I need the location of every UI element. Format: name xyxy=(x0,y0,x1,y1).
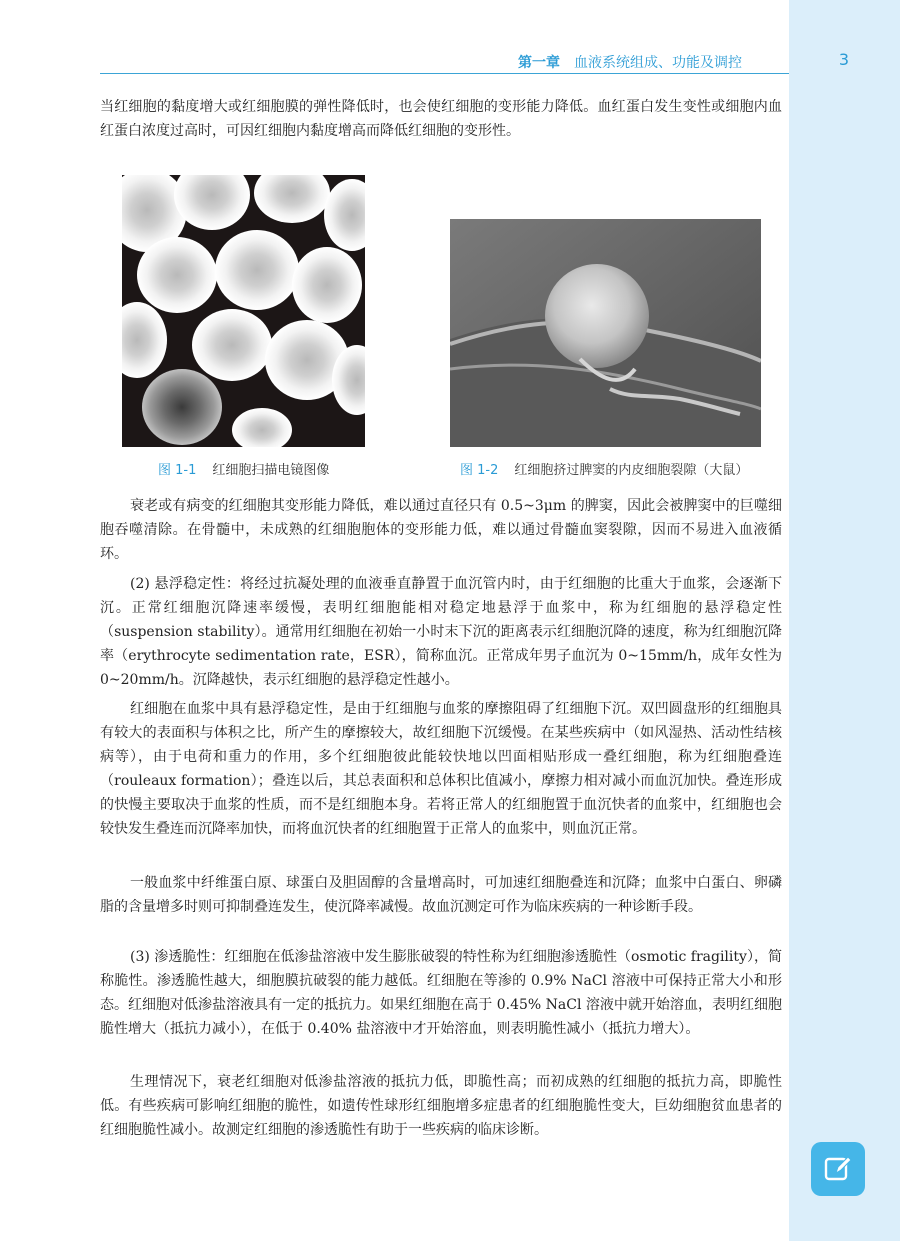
figure-1-2-title: 红细胞挤过脾窦的内皮细胞裂隙（大鼠） xyxy=(514,463,749,478)
paragraph-aged-rbc-clearance: 衰老或有病变的红细胞其变形能力降低，难以通过直径只有 0.5~3μm 的脾窦，因此会被脾窦中的巨噬细胞吞噬清除。在骨髓中，未成熟的红细胞胞体的变形能力低，难以通过骨髓血窦裂隙，因而不易进入血液循环。 xyxy=(100,498,782,562)
paragraph-deformability-viscosity: 当红细胞的黏度增大或红细胞膜的弹性降低时，也会使红细胞的变形能力降低。血红蛋白发生变性或细胞内血红蛋白浓度过高时，可因红细胞内黏度增高而降低红细胞的变形性。 xyxy=(100,99,782,139)
figure-1-1-number: 图 1-1 xyxy=(158,463,197,478)
paragraph-plasma-factors: 一般血浆中纤维蛋白原、球蛋白及胆固醇的含量增高时，可加速红细胞叠连和沉降；血浆中白蛋白、卵磷脂的含量增多时则可抑制叠连发生，使沉降率减慢。故血沉测定可作为临床疾病的一种诊断手段。 xyxy=(100,875,782,915)
paragraph-suspension-stability: (2) 悬浮稳定性：将经过抗凝处理的血液垂直静置于血沉管内时，由于红细胞的比重大于血浆，会逐渐下沉。正常红细胞沉降速率缓慢，表明红细胞能相对稳定地悬浮于血浆中，称为红细胞的悬浮稳定性（suspension stability）。通常用红细胞在初始一小时末下沉的距离表示红细胞沉降的速度，称为红细胞沉降率（erythrocyte sedimentation rate，ESR），简称血沉。正常成年男子血沉为 0~15mm/h，成年女性为 0~20mm/h。沉降越快，表示红细胞的悬浮稳定性越小。 xyxy=(100,576,782,688)
running-header xyxy=(518,52,742,72)
page-number: 3 xyxy=(838,50,850,69)
paragraph-rouleaux-formation: 红细胞在血浆中具有悬浮稳定性，是由于红细胞与血浆的摩擦阻碍了红细胞下沉。双凹圆盘形的红细胞具有较大的表面积与体积之比，所产生的摩擦较大，故红细胞下沉缓慢。在某些疾病中（如风湿热、活动性结核病等），由于电荷和重力的作用，多个红细胞彼此能较快地以凹面相贴形成一叠红细胞，称为红细胞叠连（rouleaux formation）；叠连以后，其总表面积和总体积比值减小，摩擦力相对减小而血沉加快。叠连形成的快慢主要取决于血浆的性质，而不是红细胞本身。若将正常人的红细胞置于血沉快者的血浆中，红细胞也会较快发生叠连而沉降率加快，而将血沉快者的红细胞置于正常人的血浆中，则血沉正常。 xyxy=(100,701,782,837)
spleen-slit-micrograph xyxy=(450,219,761,447)
figure-1-1-caption xyxy=(158,459,329,478)
figure-1-2-image xyxy=(450,219,761,447)
figure-1-2-number: 图 1-2 xyxy=(460,463,499,478)
rbc-sem-micrograph xyxy=(122,175,365,447)
paragraph-fragility-clinical: 生理情况下，衰老红细胞对低渗盐溶液的抵抗力低，即脆性高；而初成熟的红细胞的抵抗力高，即脆性低。有些疾病可影响红细胞的脆性，如遗传性球形红细胞增多症患者的红细胞脆性变大，巨幼细胞贫血患者的红细胞脆性减小。故测定红细胞的渗透脆性有助于一些疾病的临床诊断。 xyxy=(100,1074,782,1138)
pencil-note-icon xyxy=(822,1153,854,1185)
page-side-band xyxy=(789,0,900,1241)
figure-1-1-title: 红细胞扫描电镜图像 xyxy=(212,463,330,478)
chapter-title: 血液系统组成、功能及调控 xyxy=(574,55,742,71)
paragraph-osmotic-fragility: (3) 渗透脆性：红细胞在低渗盐溶液中发生膨胀破裂的特性称为红细胞渗透脆性（osmotic fragility），简称脆性。渗透脆性越大，细胞膜抗破裂的能力越低。红细胞在等渗的 0.9% NaCl 溶液中可保持正常大小和形态。红细胞对低渗盐溶液具有一定的抵抗力。如果红细胞在高于 0.45% NaCl 溶液中就开始溶血，表明红细胞脆性增大（抵抗力减小），在低于 0.40% 盐溶液中才开始溶血，则表明脆性减小（抵抗力增大）。 xyxy=(100,949,782,1037)
header-rule xyxy=(100,73,789,74)
chapter-label: 第一章 xyxy=(518,55,560,71)
note-edit-button[interactable] xyxy=(811,1142,865,1196)
figure-1-2-caption xyxy=(460,459,748,478)
figure-1-1-image xyxy=(122,175,365,447)
